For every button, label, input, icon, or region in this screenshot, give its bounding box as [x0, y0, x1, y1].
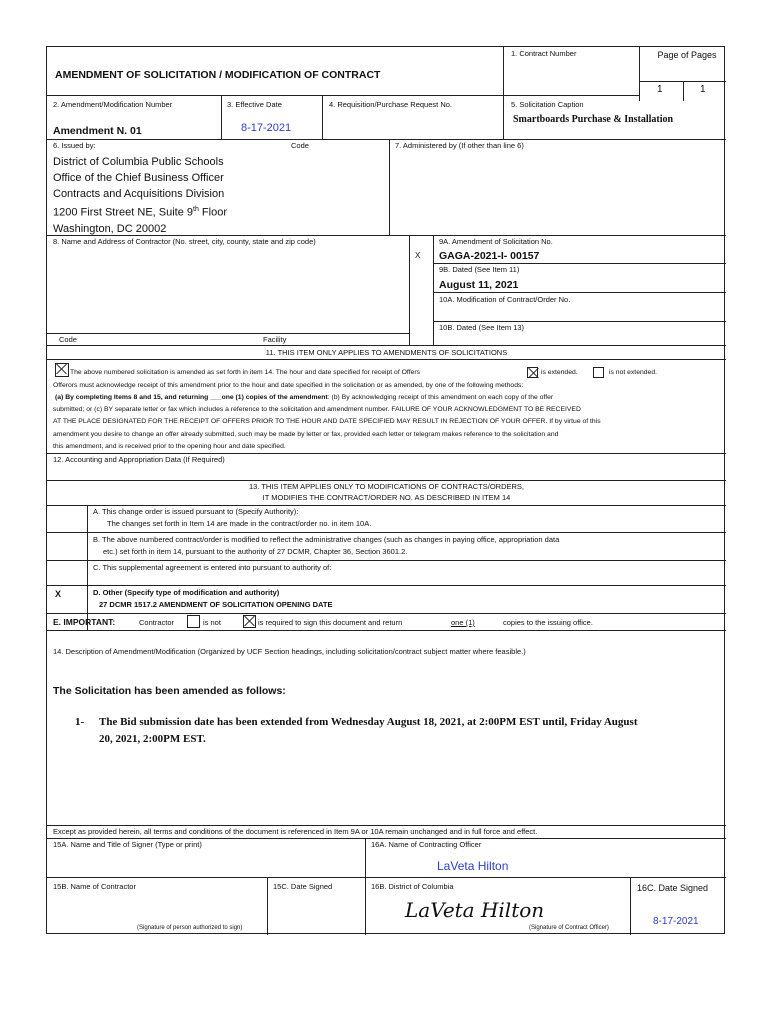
contractor-code-label: Code	[59, 335, 77, 344]
amendment-number-value: Amendment N. 01	[53, 125, 142, 137]
amendment-solicitation-no-value: GAGA-2021-I- 00157	[439, 250, 540, 262]
date-signed-16c-label: 16C. Date Signed	[637, 883, 709, 893]
amendment-form	[46, 46, 725, 934]
section11-heading: 11. THIS ITEM ONLY APPLIES TO AMENDMENTS OF SOLICITATIONS	[265, 348, 508, 357]
extended-label: is extended.	[541, 369, 578, 376]
contractor-address-label: 8. Name and Address of Contractor (No. street, city, county, state and zip code)	[53, 237, 316, 246]
description-item-line2: 20, 2021, 2:00PM EST.	[99, 733, 206, 745]
issuer-line: Washington, DC 20002	[53, 222, 167, 235]
section11-line5: AT THE PLACE DESIGNATED FOR THE RECEIPT OF OFFERS PRIOR TO THE HOUR AND DATE SPECIFIED MAY RESULT IN REJECTION OF YOUR OFFER. If by virtue of this	[53, 418, 601, 425]
item13b-line2: etc.) set forth in item 14, pursuant to the authority of 27 DCMR, Chapter 36, Section 3601.2.	[103, 547, 408, 556]
contractor-signature-caption: (Signature of person authorized to sign)	[137, 925, 243, 931]
not-extended-label: is not extended.	[609, 369, 657, 376]
dated-label: 9B. Dated (See Item 11)	[439, 265, 520, 274]
is-required-label: is required to sign this document and return	[258, 618, 403, 627]
copies-count: one (1)	[451, 618, 475, 627]
is-required-checkbox[interactable]	[243, 615, 256, 628]
officer-signature-caption: (Signature of Contract Officer)	[529, 925, 609, 931]
item13c-line1: C. This supplemental agreement is entered into pursuant to authority of:	[93, 563, 332, 572]
contracting-officer-name: LaVeta Hilton	[437, 859, 509, 873]
copies-rest: copies to the issuing office.	[503, 618, 593, 627]
signer-label: 15A. Name and Title of Signer (Type or print)	[53, 840, 202, 849]
item9-x-mark: X	[415, 251, 421, 260]
description-item-line1: The Bid submission date has been extended from Wednesday August 18, 2021, at 2:00PM EST until, Friday August	[99, 716, 638, 728]
issuer-line: District of Columbia Public Schools	[53, 156, 224, 168]
date-signed-16c-value: 8-17-2021	[653, 916, 699, 927]
date-signed-15c-label: 15C. Date Signed	[273, 882, 333, 891]
description-label: 14. Description of Amendment/Modification (Organized by UCF Section headings, including solicitation/contract subject matter where feasible.)	[53, 647, 526, 656]
effective-date-value: 8-17-2021	[241, 122, 292, 134]
amended-checkbox[interactable]	[55, 363, 69, 377]
item13d-line1: D. Other (Specify type of modification and authority)	[93, 588, 280, 597]
item13b-line1: B. The above numbered contract/order is modified to reflect the administrative changes (such as changes in paying office, appropriation data	[93, 535, 560, 544]
modification-order-label: 10A. Modification of Contract/Order No.	[439, 295, 571, 304]
is-not-checkbox[interactable]	[187, 615, 200, 628]
item13d-x-mark: X	[55, 589, 62, 599]
section11-line3: (a) By completing Items 8 and 15, and returning ___one (1) copies of the amendment: (b) By acknowledging receipt of this amendment on each copy of the offer	[55, 394, 554, 401]
description-item-number: 1-	[75, 716, 85, 728]
issuer-address	[53, 155, 227, 238]
dated-value: August 11, 2021	[439, 279, 519, 291]
item13a-line2: The changes set forth in Item 14 are made in the contract/order no. in item 10A.	[107, 519, 372, 528]
issuer-line: 1200 First Street NE, Suite 9th Floor	[53, 206, 227, 220]
description-intro: The Solicitation has been amended as follows:	[53, 685, 286, 697]
section11-line1: The above numbered solicitation is amended as set forth in item 14. The hour and date specified for receipt of Offers	[70, 369, 420, 376]
solicitation-caption-label: 5. Solicitation Caption	[511, 100, 584, 109]
issuer-line: Office of the Chief Business Officer	[53, 171, 224, 184]
is-not-label: is not	[203, 618, 221, 627]
important-contractor: Contractor	[139, 618, 175, 627]
section11-line7: this amendment, and is received prior to the opening hour and date specified.	[53, 443, 286, 450]
form-title: AMENDMENT OF SOLICITATION / MODIFICATION OF CONTRACT	[55, 69, 381, 81]
dated-10b-label: 10B. Dated (See Item 13)	[439, 323, 525, 332]
district-label: 16B. District of Columbia	[371, 882, 454, 891]
amendment-solicitation-no-label: 9A. Amendment of Solicitation No.	[439, 237, 553, 246]
issuer-line: Contracts and Acquisitions Division	[53, 187, 225, 200]
extended-checkbox[interactable]	[527, 367, 538, 378]
amendment-number-label: 2. Amendment/Modification Number	[53, 100, 173, 109]
section13-heading1: 13. THIS ITEM APPLIES ONLY TO MODIFICATIONS OF CONTRACTS/ORDERS,	[248, 482, 525, 491]
section13-heading2: IT MODIFIES THE CONTRACT/ORDER NO. AS DESCRIBED IN ITEM 14	[262, 493, 511, 502]
facility-label: Facility	[263, 335, 287, 344]
item13a-line1: A. This change order is issued pursuant to (Specify Authority):	[93, 507, 299, 516]
solicitation-caption-value: Smartboards Purchase & Installation	[513, 114, 674, 125]
section11-line2: Offerors must acknowledge receipt of this amendment prior to the hour and date specified in the solicitation or as amended, by one of the following methods:	[53, 382, 524, 389]
page-number: 1	[657, 84, 663, 95]
issued-by-code-label: Code	[291, 141, 309, 150]
important-label: E. IMPORTANT:	[53, 617, 116, 627]
pages-total: 1	[700, 84, 706, 95]
contracting-officer-signature: LaVeta Hilton	[405, 898, 545, 922]
except-text: Except as provided herein, all terms and conditions of the document is referenced in Item 9A or 10A remain unchanged and in full force and effect.	[53, 827, 538, 836]
administered-by-label: 7. Administered by (If other than line 6)	[395, 141, 524, 150]
contractor-name-label: 15B. Name of Contractor	[53, 882, 136, 891]
page-of-pages-label: Page of Pages	[657, 50, 717, 60]
contract-number-label: 1. Contract Number	[511, 49, 577, 58]
section11-line6: amendment you desire to change an offer already submitted, such may be made by letter or fax, provided each letter or telegram makes reference to the solicitation and	[53, 431, 559, 438]
effective-date-label: 3. Effective Date	[227, 100, 282, 109]
accounting-label: 12. Accounting and Appropriation Data (If Required)	[53, 455, 225, 464]
section11-line4: submitted; or (c) BY separate letter or fax which includes a reference to the solicitation and amendment number. FAILURE OF YOUR ACKNOWLEDGMENT TO BE RECEIVED	[53, 406, 581, 413]
item13d-line2: 27 DCMR 1517.2 AMENDMENT OF SOLICITATION OPENING DATE	[99, 600, 333, 609]
issued-by-label: 6. Issued by:	[53, 141, 96, 150]
not-extended-checkbox[interactable]	[593, 367, 604, 378]
contracting-officer-label: 16A. Name of Contracting Officer	[371, 840, 482, 849]
requisition-label: 4. Requisition/Purchase Request No.	[329, 100, 452, 109]
